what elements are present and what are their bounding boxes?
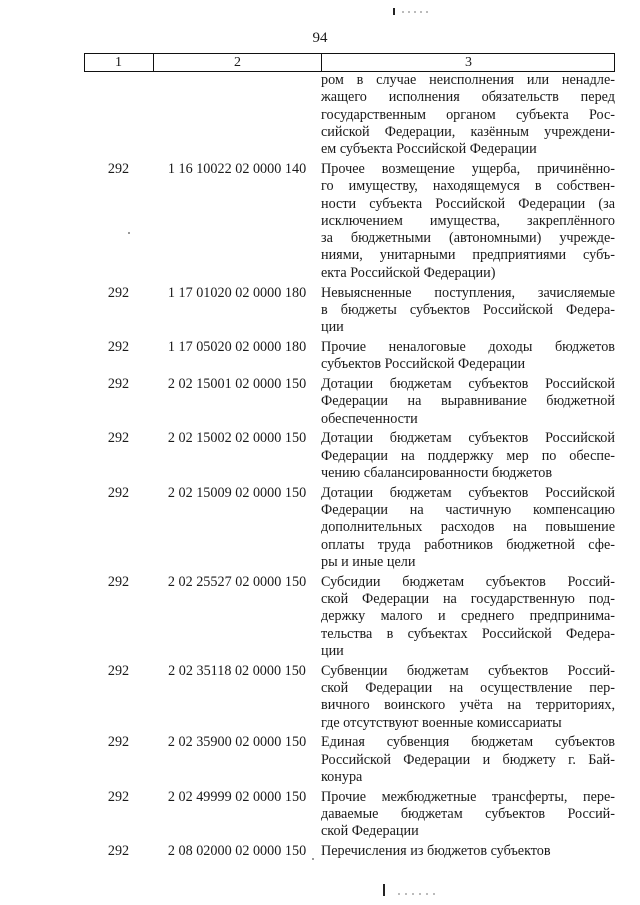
description-line: Дотации бюджетам субъектов Российской bbox=[321, 430, 615, 447]
description-line: Федерации на частичную компенсацию bbox=[321, 502, 615, 519]
description-cell bbox=[321, 663, 615, 732]
description-line: ниями, унитарными предприятиями субъ- bbox=[321, 247, 615, 264]
header-col-1: 1 bbox=[115, 55, 122, 70]
description-line: Прочие неналоговые доходы бюджетов bbox=[321, 338, 615, 355]
description-line: ности субъекта Российской Федерации (за bbox=[321, 195, 615, 212]
budget-code-cell: 2 02 15001 02 0000 150 bbox=[167, 376, 307, 393]
header-col-2: 2 bbox=[234, 55, 241, 70]
description-line: даваемые бюджетам субъектов Россий- bbox=[321, 806, 615, 823]
description-line: вичного воинского учёта на территориях, bbox=[321, 697, 615, 714]
description-line: ции bbox=[321, 319, 344, 336]
description-cell bbox=[321, 734, 615, 786]
description-line: Невыясненные поступления, зачисляемые bbox=[321, 284, 615, 301]
description-line: ции bbox=[321, 643, 344, 659]
table-row bbox=[84, 376, 615, 428]
scan-mark-bottom bbox=[383, 884, 385, 896]
description-line: за бюджетными (автономными) учрежде- bbox=[321, 230, 615, 247]
description-cell bbox=[321, 843, 615, 860]
budget-code-cell: 1 17 05020 02 0000 180 bbox=[167, 338, 307, 355]
description-line: екта Российской Федерации) bbox=[321, 264, 496, 281]
budget-code-cell: 2 02 15009 02 0000 150 bbox=[167, 484, 307, 501]
table-row bbox=[84, 574, 615, 660]
description-line: оплаты труда работников бюджетной сфе- bbox=[321, 536, 615, 553]
description-line: Прочие межбюджетные трансферты, пере- bbox=[321, 788, 615, 805]
table-row bbox=[84, 72, 615, 158]
scan-speck bbox=[312, 858, 314, 860]
description-line: жащего исполнения обязательств перед bbox=[321, 89, 615, 106]
description-line: Перечисления из бюджетов субъектов bbox=[321, 843, 551, 860]
description-line: Прочее возмещение ущерба, причинённо- bbox=[321, 160, 615, 177]
page-number: 94 bbox=[312, 30, 328, 46]
budget-code-cell: 2 02 25527 02 0000 150 bbox=[167, 573, 307, 590]
description-line: государственным органом субъекта Рос- bbox=[321, 106, 615, 123]
table-row bbox=[84, 285, 615, 337]
description-line: исключением имущества, закреплённого bbox=[321, 212, 615, 229]
header-col-3: 3 bbox=[465, 55, 472, 70]
description-line: ем субъекта Российской Федерации bbox=[321, 141, 537, 158]
table-row bbox=[84, 430, 615, 482]
description-line: обеспеченности bbox=[321, 410, 418, 427]
description-line: субъектов Российской Федерации bbox=[321, 356, 526, 373]
scan-dots-top bbox=[402, 11, 432, 13]
description-line: чению сбалансированности бюджетов bbox=[321, 465, 553, 482]
description-cell bbox=[321, 485, 615, 571]
table-row bbox=[84, 161, 615, 282]
description-line: Единая субвенция бюджетам субъектов bbox=[321, 734, 615, 751]
description-line: Субсидии бюджетам субъектов Россий- bbox=[321, 573, 615, 590]
admin-code-cell: 292 bbox=[107, 734, 130, 751]
budget-code-cell: 1 16 10022 02 0000 140 bbox=[167, 160, 307, 177]
description-cell bbox=[321, 574, 615, 660]
admin-code-cell: 292 bbox=[107, 788, 130, 805]
description-line: ры и иные цели bbox=[321, 554, 416, 571]
description-line: ской Федерации bbox=[321, 823, 419, 840]
budget-code-cell: 2 02 35118 02 0000 150 bbox=[168, 662, 306, 679]
description-cell bbox=[321, 285, 615, 337]
description-cell bbox=[321, 72, 615, 158]
description-line: Российской Федерации и бюджету г. Бай- bbox=[321, 751, 615, 768]
table-row bbox=[84, 789, 615, 841]
scan-speck bbox=[128, 232, 130, 234]
admin-code-cell: 292 bbox=[107, 284, 130, 301]
table-row bbox=[84, 339, 615, 374]
table-row bbox=[84, 663, 615, 732]
description-line: конура bbox=[321, 769, 363, 786]
description-line: ской Федерации на осуществление пер- bbox=[321, 680, 615, 697]
admin-code-cell: 292 bbox=[107, 430, 130, 447]
description-line: сийской Федерации, казённым учреждени- bbox=[321, 123, 615, 140]
description-cell bbox=[321, 789, 615, 841]
budget-code-cell: 2 08 02000 02 0000 150 bbox=[167, 843, 307, 860]
table-row bbox=[84, 734, 615, 786]
admin-code-cell: 292 bbox=[107, 843, 130, 860]
description-line: ром в случае неисполнения или ненадле- bbox=[321, 72, 615, 88]
table-row bbox=[84, 485, 615, 571]
description-line: Федерации на поддержку мер по обеспе- bbox=[321, 447, 615, 464]
budget-code-cell: 2 02 15002 02 0000 150 bbox=[167, 430, 307, 447]
admin-code-cell: 292 bbox=[107, 376, 130, 393]
description-line: Дотации бюджетам субъектов Российской bbox=[321, 376, 615, 393]
admin-code-cell: 292 bbox=[107, 484, 130, 501]
description-line: где отсутствуют военные комиссариаты bbox=[321, 714, 562, 731]
table-header bbox=[84, 53, 615, 72]
budget-code-cell: 2 02 49999 02 0000 150 bbox=[167, 788, 307, 805]
description-line: в бюджеты субъектов Российской Федера- bbox=[321, 301, 615, 318]
description-cell bbox=[321, 339, 615, 374]
description-line: дополнительных расходов на повышение bbox=[321, 519, 615, 536]
budget-code-cell: 2 02 35900 02 0000 150 bbox=[167, 734, 307, 751]
description-cell bbox=[321, 161, 615, 282]
table-row bbox=[84, 843, 615, 860]
scan-dots-bottom bbox=[398, 893, 438, 895]
description-cell bbox=[321, 376, 615, 428]
description-line: Субвенции бюджетам субъектов Россий- bbox=[321, 662, 615, 679]
description-line: го имуществу, находящемуся в собствен- bbox=[321, 178, 615, 195]
description-cell bbox=[321, 430, 615, 482]
description-line: Дотации бюджетам субъектов Российской bbox=[321, 484, 615, 501]
description-line: ской Федерации на государственную под- bbox=[321, 591, 615, 608]
budget-code-cell: 1 17 01020 02 0000 180 bbox=[167, 284, 307, 301]
description-line: тельства в субъектах Российской Федера- bbox=[321, 625, 615, 642]
admin-code-cell: 292 bbox=[107, 338, 130, 355]
description-line: держку малого и среднего предпринима- bbox=[321, 608, 615, 625]
scan-mark-top bbox=[393, 8, 395, 15]
table-body bbox=[84, 72, 615, 863]
admin-code-cell: 292 bbox=[107, 160, 130, 177]
admin-code-cell: 292 bbox=[107, 662, 130, 679]
description-line: Федерации на выравнивание бюджетной bbox=[321, 393, 615, 410]
admin-code-cell: 292 bbox=[107, 573, 130, 590]
header-divider bbox=[614, 54, 615, 71]
